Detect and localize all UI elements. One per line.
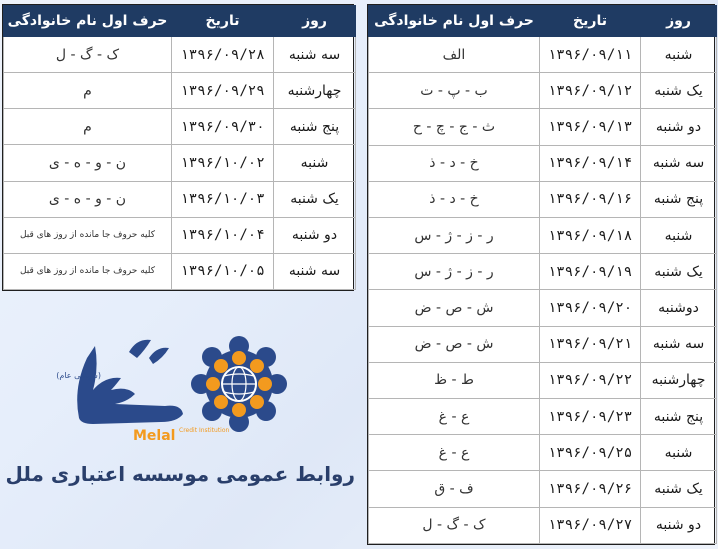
cell-day: پنج شنبه bbox=[641, 399, 717, 435]
cell-day: سه شنبه bbox=[274, 253, 356, 289]
table-row bbox=[369, 145, 717, 181]
cell-date: ۱۳۹۶/۰۹/۲۵ bbox=[540, 435, 641, 471]
cell-letters: ث - ج - چ - ح bbox=[369, 109, 540, 145]
logo-latin-sub: Credit Institution bbox=[179, 427, 230, 434]
schedule-table-right bbox=[367, 4, 715, 545]
cell-day: دو شنبه bbox=[641, 507, 717, 543]
table-row bbox=[369, 471, 717, 507]
cell-day: دو شنبه bbox=[274, 217, 356, 253]
header-day: روز bbox=[274, 6, 356, 37]
cell-letters: ر - ز - ژ - س bbox=[369, 254, 540, 290]
table-row bbox=[369, 37, 717, 73]
cell-date: ۱۳۹۶/۱۰/۰۵ bbox=[172, 253, 274, 289]
cell-letters: کلیه حروف جا مانده از روز های قبل bbox=[4, 253, 172, 289]
cell-date: ۱۳۹۶/۰۹/۲۳ bbox=[540, 399, 641, 435]
table-row bbox=[4, 37, 356, 73]
cell-date: ۱۳۹۶/۱۰/۰۳ bbox=[172, 181, 274, 217]
logo-wordmark bbox=[56, 328, 230, 448]
schedule-table-left bbox=[2, 4, 354, 291]
cell-date: ۱۳۹۶/۰۹/۱۹ bbox=[540, 254, 641, 290]
logo-latin: Melal bbox=[133, 428, 176, 444]
table-row bbox=[369, 218, 717, 254]
cell-date: ۱۳۹۶/۰۹/۲۱ bbox=[540, 326, 641, 362]
cell-day: یک شنبه bbox=[641, 254, 717, 290]
cell-letters: ش - ص - ض bbox=[369, 326, 540, 362]
cell-letters: کلیه حروف جا مانده از روز های قبل bbox=[4, 217, 172, 253]
cell-day: سه شنبه bbox=[641, 326, 717, 362]
table-row bbox=[4, 73, 356, 109]
table-row bbox=[4, 217, 356, 253]
table-row bbox=[369, 399, 717, 435]
cell-date: ۱۳۹۶/۰۹/۲۹ bbox=[172, 73, 274, 109]
cell-day: یک شنبه bbox=[641, 471, 717, 507]
globe-emblem-icon bbox=[193, 338, 285, 430]
cell-day: یک شنبه bbox=[641, 73, 717, 109]
cell-letters: ب - پ - ت bbox=[369, 73, 540, 109]
table-row bbox=[369, 254, 717, 290]
header-day: روز bbox=[641, 6, 717, 37]
table-row bbox=[369, 326, 717, 362]
cell-letters: ف - ق bbox=[369, 471, 540, 507]
cell-day: شنبه bbox=[641, 37, 717, 73]
cell-letters: ع - غ bbox=[369, 435, 540, 471]
schedule-grid-right bbox=[368, 5, 717, 544]
cell-date: ۱۳۹۶/۰۹/۱۲ bbox=[540, 73, 641, 109]
cell-day: چهارشنبه bbox=[641, 362, 717, 398]
cell-day: شنبه bbox=[641, 218, 717, 254]
cell-letters: خ - د - ذ bbox=[369, 181, 540, 217]
cell-date: ۱۳۹۶/۰۹/۳۰ bbox=[172, 109, 274, 145]
cell-letters: ر - ز - ژ - س bbox=[369, 218, 540, 254]
table-body-left bbox=[4, 37, 356, 290]
cell-day: یک شنبه bbox=[274, 181, 356, 217]
schedule-grid-left bbox=[3, 5, 356, 290]
cell-date: ۱۳۹۶/۰۹/۱۱ bbox=[540, 37, 641, 73]
table-row bbox=[4, 181, 356, 217]
header-date: تاریخ bbox=[172, 6, 274, 37]
cell-day: سه شنبه bbox=[641, 145, 717, 181]
table-row bbox=[369, 507, 717, 543]
cell-day: شنبه bbox=[274, 145, 356, 181]
cell-date: ۱۳۹۶/۰۹/۱۳ bbox=[540, 109, 641, 145]
header-letters: حرف اول نام خانوادگی bbox=[369, 6, 540, 37]
cell-letters: ن - و - ه - ی bbox=[4, 145, 172, 181]
cell-date: ۱۳۹۶/۰۹/۲۷ bbox=[540, 507, 641, 543]
table-row bbox=[369, 435, 717, 471]
table-row bbox=[4, 145, 356, 181]
cell-letters: ک - گ - ل bbox=[369, 507, 540, 543]
table-row bbox=[4, 109, 356, 145]
cell-letters: ن - و - ه - ی bbox=[4, 181, 172, 217]
cell-date: ۱۳۹۶/۰۹/۲۸ bbox=[172, 37, 274, 73]
table-row bbox=[369, 362, 717, 398]
cell-letters: ش - ص - ض bbox=[369, 290, 540, 326]
cell-date: ۱۳۹۶/۱۰/۰۲ bbox=[172, 145, 274, 181]
cell-date: ۱۳۹۶/۱۰/۰۴ bbox=[172, 217, 274, 253]
cell-date: ۱۳۹۶/۰۹/۱۴ bbox=[540, 145, 641, 181]
table-row bbox=[369, 109, 717, 145]
melal-logo bbox=[56, 328, 295, 453]
cell-date: ۱۳۹۶/۰۹/۲۰ bbox=[540, 290, 641, 326]
header-row bbox=[369, 6, 717, 37]
cell-letters: خ - د - ذ bbox=[369, 145, 540, 181]
table-body-right bbox=[369, 37, 717, 544]
cell-letters: ک - گ - ل bbox=[4, 37, 172, 73]
cell-day: دو شنبه bbox=[641, 109, 717, 145]
cell-date: ۱۳۹۶/۰۹/۲۲ bbox=[540, 362, 641, 398]
cell-date: ۱۳۹۶/۰۹/۱۸ bbox=[540, 218, 641, 254]
cell-letters: م bbox=[4, 109, 172, 145]
table-row bbox=[369, 290, 717, 326]
cell-day: سه شنبه bbox=[274, 37, 356, 73]
cell-date: ۱۳۹۶/۰۹/۲۶ bbox=[540, 471, 641, 507]
cell-date: ۱۳۹۶/۰۹/۱۶ bbox=[540, 181, 641, 217]
cell-letters: م bbox=[4, 73, 172, 109]
table-row bbox=[369, 73, 717, 109]
header-date: تاریخ bbox=[540, 6, 641, 37]
cell-day: پنج شنبه bbox=[274, 109, 356, 145]
header-letters: حرف اول نام خانوادگی bbox=[4, 6, 172, 37]
cell-day: شنبه bbox=[641, 435, 717, 471]
cell-letters: ع - غ bbox=[369, 399, 540, 435]
cell-letters: الف bbox=[369, 37, 540, 73]
footer-caption: روابط عمومی موسسه اعتباری ملل bbox=[5, 462, 355, 486]
table-row bbox=[4, 253, 356, 289]
cell-day: پنج شنبه bbox=[641, 181, 717, 217]
cell-letters: ط - ظ bbox=[369, 362, 540, 398]
cell-day: چهارشنبه bbox=[274, 73, 356, 109]
table-row bbox=[369, 181, 717, 217]
logo-tag: (سهامی عام) bbox=[56, 371, 101, 380]
header-row bbox=[4, 6, 356, 37]
cell-day: دوشنبه bbox=[641, 290, 717, 326]
